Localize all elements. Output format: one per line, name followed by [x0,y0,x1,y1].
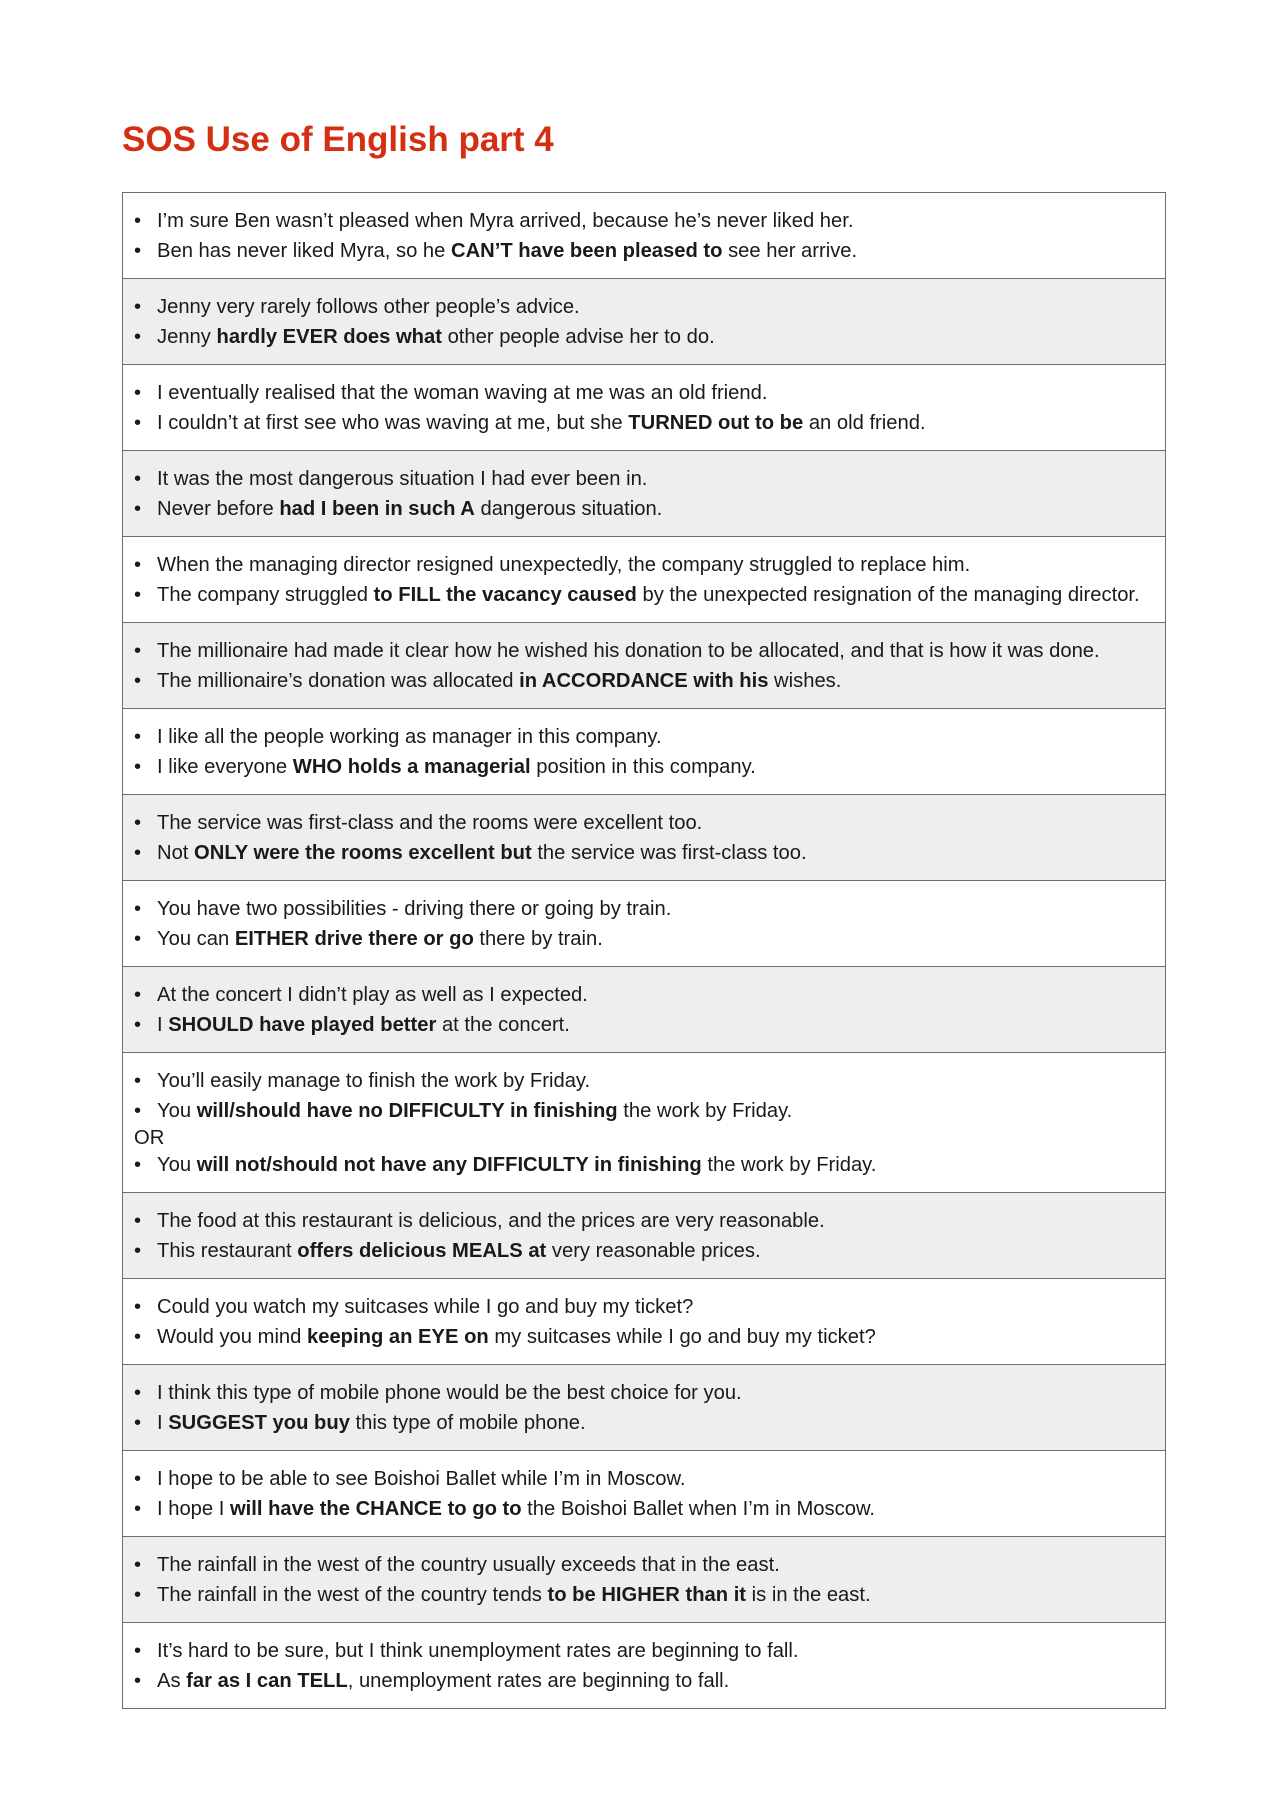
bullet-line [132,838,1151,868]
sentence-fragment: You have two possibilities - driving there or going by train. [157,898,672,920]
bullet-line [132,408,1151,438]
bullet-icon: • [134,210,142,232]
sentence-fragment: see her arrive. [722,240,858,262]
answer-phrase: keeping an EYE on [307,1326,489,1348]
sentence-text [157,494,1151,524]
answer-phrase: TURNED out to be [628,412,804,434]
sentence-fragment: Ben has never liked Myra, so he [157,240,451,262]
bullet-line [132,1150,1151,1180]
sentence-fragment: Could you watch my suitcases while I go and buy my ticket? [157,1296,694,1318]
bullet-icon: • [134,1382,142,1404]
sentence-text [157,894,1151,924]
sentence-text [157,378,1151,408]
sentence-text [157,1206,1151,1236]
exercise-row [123,623,1165,709]
bullet-line [132,980,1151,1010]
bullet-icon: • [134,240,142,262]
bullet-icon: • [134,412,142,434]
bullet-line [132,1550,1151,1580]
sentence-fragment: Never before [157,498,280,520]
sentence-text [157,752,1151,782]
sentence-text [157,322,1151,352]
sentence-text [157,924,1151,954]
sentence-text [157,550,1151,580]
sentence-fragment: This restaurant [157,1240,298,1262]
sentence-text [157,1150,1151,1180]
sentence-fragment: At the concert I didn’t play as well as I expected. [157,984,588,1006]
sentence-fragment: very reasonable prices. [546,1240,761,1262]
sentence-text [157,980,1151,1010]
bullet-line [132,666,1151,696]
sentence-text [157,1096,1151,1126]
bullet-line [132,1408,1151,1438]
bullet-icon: • [134,756,142,778]
sentence-text [157,408,1151,438]
sentence-fragment: by the unexpected resignation of the managing director. [636,584,1140,606]
sentence-fragment: position in this company. [530,756,756,778]
bullet-line [132,322,1151,352]
sentence-fragment: the work by Friday. [617,1100,793,1122]
bullet-icon: • [134,1468,142,1490]
exercise-row [123,1053,1165,1193]
bullet-line [132,206,1151,236]
exercise-row [123,193,1165,279]
bullet-icon: • [134,468,142,490]
sentence-fragment: I hope I [157,1498,230,1520]
sentence-fragment: The millionaire had made it clear how he wished his donation to be allocated, and that is how it was done. [157,640,1100,662]
exercise-row [123,365,1165,451]
answer-phrase: will not/should not have any DIFFICULTY in finishing [196,1154,702,1176]
bullet-line [132,1580,1151,1610]
bullet-line [132,894,1151,924]
bullet-icon: • [134,898,142,920]
bullet-line [132,1206,1151,1236]
bullet-icon: • [134,1070,142,1092]
bullet-line [132,808,1151,838]
answer-phrase: hardly EVER does what [216,326,442,348]
answer-phrase: to be HIGHER than it [547,1584,747,1606]
bullet-icon: • [134,1554,142,1576]
answer-phrase: ONLY were the rooms excellent but [194,842,532,864]
sentence-fragment: , unemployment rates are beginning to fall. [347,1670,730,1692]
sentence-fragment: dangerous situation. [474,498,663,520]
sentence-text [157,666,1151,696]
bullet-line [132,1666,1151,1696]
sentence-fragment: The rainfall in the west of the country tends [157,1584,548,1606]
exercise-row [123,279,1165,365]
exercise-row [123,537,1165,623]
sentence-fragment: The millionaire’s donation was allocated [157,670,520,692]
sentence-text [157,838,1151,868]
sentence-text [157,1066,1151,1096]
bullet-line [132,1010,1151,1040]
answer-phrase: will have the CHANCE to go to [229,1498,522,1520]
bullet-line [132,378,1151,408]
bullet-line [132,1378,1151,1408]
bullet-icon: • [134,1412,142,1434]
answer-phrase: had I been in such A [279,498,475,520]
sentence-fragment: You [157,1154,197,1176]
bullet-line [132,752,1151,782]
sentence-fragment: my suitcases while I go and buy my ticket? [488,1326,876,1348]
sentence-text [157,236,1151,266]
sentence-fragment: an old friend. [803,412,926,434]
sentence-text [157,1408,1151,1438]
sentence-text [157,808,1151,838]
answer-phrase: offers delicious MEALS at [297,1240,547,1262]
bullet-icon: • [134,1498,142,1520]
answer-phrase: will/should have no DIFFICULTY in finishing [196,1100,618,1122]
transformation-table [122,192,1166,1709]
sentence-fragment: As [157,1670,187,1692]
bullet-icon: • [134,640,142,662]
sentence-text [157,1464,1151,1494]
exercise-row [123,795,1165,881]
sentence-fragment: The rainfall in the west of the country usually exceeds that in the east. [157,1554,780,1576]
bullet-line [132,1096,1151,1126]
bullet-icon: • [134,842,142,864]
sentence-fragment: Jenny [157,326,217,348]
bullet-icon: • [134,1154,142,1176]
sentence-text [157,1580,1151,1610]
sentence-text [157,206,1151,236]
sentence-text [157,292,1151,322]
bullet-icon: • [134,382,142,404]
sentence-fragment: there by train. [473,928,603,950]
bullet-line [132,1636,1151,1666]
sentence-fragment: other people advise her to do. [441,326,715,348]
sentence-fragment: The service was first-class and the rooms were excellent too. [157,812,703,834]
bullet-icon: • [134,498,142,520]
answer-phrase: in ACCORDANCE with his [519,670,769,692]
bullet-icon: • [134,1584,142,1606]
exercise-row [123,1279,1165,1365]
bullet-icon: • [134,928,142,950]
bullet-line [132,464,1151,494]
sentence-fragment: the work by Friday. [701,1154,877,1176]
sentence-text [157,1550,1151,1580]
or-separator: OR [134,1127,165,1149]
bullet-icon: • [134,584,142,606]
exercise-row [123,709,1165,795]
page-title: SOS Use of English part 4 [122,120,554,159]
bullet-line [132,1292,1151,1322]
bullet-line [132,924,1151,954]
exercise-row [123,1365,1165,1451]
bullet-line [132,722,1151,752]
sentence-text [157,1322,1151,1352]
sentence-text [157,1666,1151,1696]
sentence-fragment: When the managing director resigned unexpectedly, the company struggled to replace him. [157,554,971,576]
sentence-text [157,464,1151,494]
sentence-fragment: I [157,1412,169,1434]
bullet-icon: • [134,1296,142,1318]
answer-phrase: SHOULD have played better [168,1014,437,1036]
bullet-icon: • [134,1640,142,1662]
answer-phrase: far as I can TELL [186,1670,348,1692]
sentence-fragment: You [157,1100,197,1122]
sentence-fragment: I hope to be able to see Boishoi Ballet while I’m in Moscow. [157,1468,686,1490]
bullet-icon: • [134,1326,142,1348]
sentence-text [157,1292,1151,1322]
sentence-fragment: I couldn’t at first see who was waving at me, but she [157,412,629,434]
sentence-fragment: Not [157,842,195,864]
exercise-row [123,1451,1165,1537]
exercise-row [123,1537,1165,1623]
answer-phrase: to FILL the vacancy caused [373,584,637,606]
sentence-fragment: The food at this restaurant is delicious, and the prices are very reasonable. [157,1210,825,1232]
bullet-line [132,292,1151,322]
answer-phrase: EITHER drive there or go [234,928,474,950]
exercise-row [123,1193,1165,1279]
sentence-fragment: this type of mobile phone. [349,1412,586,1434]
bullet-line [132,1494,1151,1524]
bullet-line [132,580,1151,610]
sentence-fragment: You’ll easily manage to finish the work by Friday. [157,1070,591,1092]
bullet-line [132,636,1151,666]
bullet-line [132,550,1151,580]
bullet-line [132,1066,1151,1096]
sentence-fragment: The company struggled [157,584,374,606]
sentence-fragment: I eventually realised that the woman waving at me was an old friend. [157,382,768,404]
bullet-icon: • [134,1014,142,1036]
exercise-row [123,1623,1165,1709]
sentence-fragment: wishes. [768,670,842,692]
sentence-text [157,582,1151,608]
sentence-fragment: the Boishoi Ballet when I’m in Moscow. [521,1498,876,1520]
bullet-icon: • [134,984,142,1006]
bullet-icon: • [134,1210,142,1232]
sentence-fragment: It’s hard to be sure, but I think unemployment rates are beginning to fall. [157,1640,799,1662]
sentence-fragment: I’m sure Ben wasn’t pleased when Myra arrived, because he’s never liked her. [157,210,854,232]
bullet-icon: • [134,554,142,576]
bullet-line [132,494,1151,524]
exercise-row [123,881,1165,967]
sentence-fragment: I like everyone [157,756,293,778]
bullet-icon: • [134,726,142,748]
bullet-icon: • [134,1100,142,1122]
sentence-text [157,1494,1151,1524]
exercise-row [123,451,1165,537]
sentence-fragment: Would you mind [157,1326,307,1348]
sentence-fragment: I like all the people working as manager in this company. [157,726,662,748]
bullet-icon: • [134,1240,142,1262]
sentence-fragment: I [157,1014,169,1036]
sentence-fragment: It was the most dangerous situation I had ever been in. [157,468,648,490]
sentence-fragment: the service was first-class too. [531,842,807,864]
bullet-line [132,1464,1151,1494]
bullet-icon: • [134,326,142,348]
sentence-text [157,1636,1151,1666]
bullet-line [132,1236,1151,1266]
sentence-text [157,1010,1151,1040]
sentence-fragment: You can [157,928,235,950]
answer-phrase: SUGGEST you buy [168,1412,350,1434]
answer-phrase: CAN’T have been pleased to [451,240,723,262]
bullet-line [132,1322,1151,1352]
sentence-fragment: I think this type of mobile phone would be the best choice for you. [157,1382,742,1404]
bullet-icon: • [134,296,142,318]
bullet-icon: • [134,812,142,834]
sentence-text [157,638,1151,664]
bullet-icon: • [134,670,142,692]
sentence-text [157,1236,1151,1266]
sentence-fragment: Jenny very rarely follows other people’s advice. [157,296,580,318]
sentence-text [157,1378,1151,1408]
bullet-line [132,236,1151,266]
sentence-fragment: is in the east. [746,1584,871,1606]
sentence-text [157,722,1151,752]
answer-phrase: WHO holds a managerial [292,756,531,778]
bullet-icon: • [134,1670,142,1692]
exercise-row [123,967,1165,1053]
sentence-fragment: at the concert. [436,1014,570,1036]
